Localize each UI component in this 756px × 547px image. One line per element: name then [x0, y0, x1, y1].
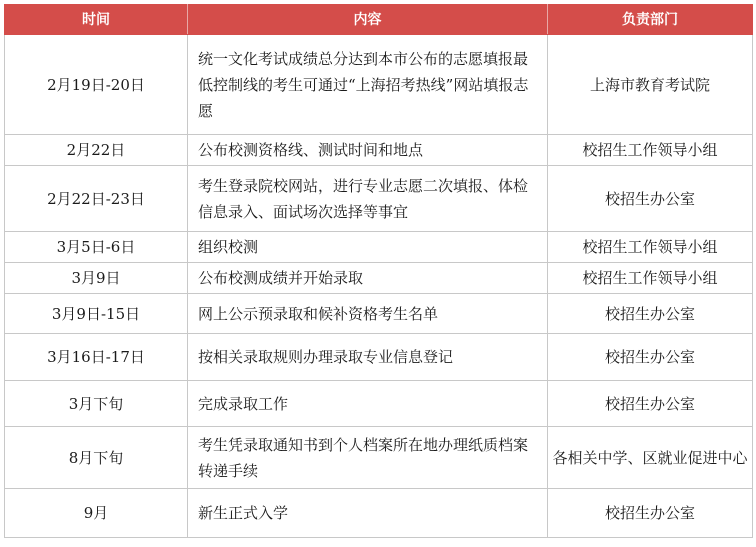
cell-time: 3月16日-17日: [5, 334, 188, 381]
cell-content: 考生登录院校网站，进行专业志愿二次填报、体检信息录入、面试场次选择等事宜: [188, 166, 548, 232]
cell-content: 完成录取工作: [188, 381, 548, 427]
cell-content: 考生凭录取通知书到个人档案所在地办理纸质档案转递手续: [188, 427, 548, 489]
cell-dept: 校招生办公室: [548, 381, 753, 427]
cell-time: 2月19日-20日: [5, 35, 188, 135]
admission-schedule-table: [4, 4, 753, 538]
table-row: [5, 381, 753, 427]
table-body: [5, 35, 753, 538]
cell-dept: 校招生工作领导小组: [548, 232, 753, 263]
cell-time: 8月下旬: [5, 427, 188, 489]
cell-dept: 校招生工作领导小组: [548, 263, 753, 294]
table-row: [5, 135, 753, 166]
table-row: [5, 334, 753, 381]
cell-dept: 上海市教育考试院: [548, 35, 753, 135]
cell-dept: 校招生工作领导小组: [548, 135, 753, 166]
cell-content: 组织校测: [188, 232, 548, 263]
cell-content: 网上公示预录取和候补资格考生名单: [188, 294, 548, 334]
table-row: [5, 263, 753, 294]
cell-content: 公布校测成绩并开始录取: [188, 263, 548, 294]
cell-content: 按相关录取规则办理录取专业信息登记: [188, 334, 548, 381]
cell-time: 3月下旬: [5, 381, 188, 427]
cell-time: 3月5日-6日: [5, 232, 188, 263]
cell-dept: 各相关中学、区就业促进中心: [548, 427, 753, 489]
cell-time: 2月22日: [5, 135, 188, 166]
cell-time: 3月9日: [5, 263, 188, 294]
cell-time: 9月: [5, 489, 188, 538]
cell-dept: 校招生办公室: [548, 489, 753, 538]
cell-dept: 校招生办公室: [548, 334, 753, 381]
header-content: 内容: [188, 5, 548, 35]
table-row: [5, 232, 753, 263]
table-row: [5, 294, 753, 334]
table-row: [5, 166, 753, 232]
cell-time: 3月9日-15日: [5, 294, 188, 334]
cell-content: 新生正式入学: [188, 489, 548, 538]
header-time: 时间: [5, 5, 188, 35]
table-header: [5, 5, 753, 35]
header-row: [5, 5, 753, 35]
table-row: [5, 35, 753, 135]
header-dept: 负责部门: [548, 5, 753, 35]
table-row: [5, 489, 753, 538]
cell-time: 2月22日-23日: [5, 166, 188, 232]
cell-content: 统一文化考试成绩总分达到本市公布的志愿填报最低控制线的考生可通过“上海招考热线”网站填报志愿: [188, 35, 548, 135]
cell-dept: 校招生办公室: [548, 294, 753, 334]
table-row: [5, 427, 753, 489]
cell-dept: 校招生办公室: [548, 166, 753, 232]
cell-content: 公布校测资格线、测试时间和地点: [188, 135, 548, 166]
